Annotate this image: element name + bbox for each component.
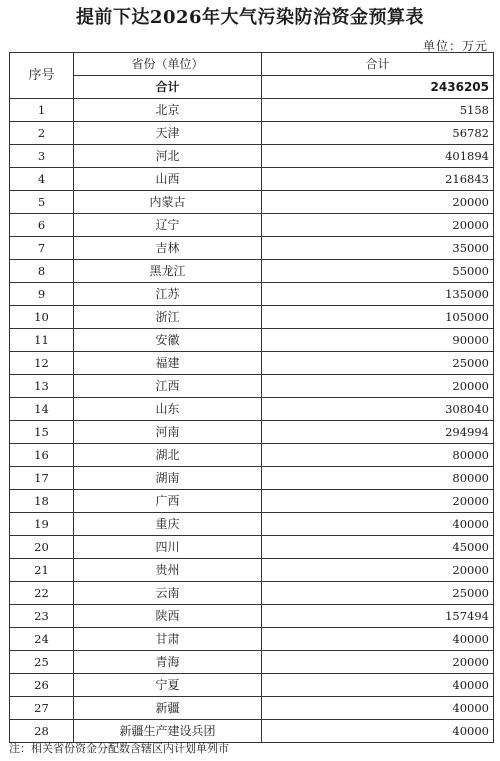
table-row <box>10 122 494 145</box>
row-amount: 40000 <box>262 674 494 697</box>
table-row <box>10 697 494 720</box>
row-province: 江苏 <box>74 283 262 306</box>
row-index: 11 <box>10 329 74 352</box>
row-index: 7 <box>10 237 74 260</box>
row-province: 湖南 <box>74 467 262 490</box>
row-province: 新疆 <box>74 697 262 720</box>
row-province: 吉林 <box>74 237 262 260</box>
row-amount: 45000 <box>262 536 494 559</box>
table-row <box>10 674 494 697</box>
row-index: 17 <box>10 467 74 490</box>
row-amount: 55000 <box>262 260 494 283</box>
row-index: 26 <box>10 674 74 697</box>
row-amount: 20000 <box>262 214 494 237</box>
row-province: 江西 <box>74 375 262 398</box>
row-amount: 216843 <box>262 168 494 191</box>
row-province: 陕西 <box>74 605 262 628</box>
row-province: 四川 <box>74 536 262 559</box>
row-province: 河北 <box>74 145 262 168</box>
row-province: 辽宁 <box>74 214 262 237</box>
table-row <box>10 375 494 398</box>
row-amount: 35000 <box>262 237 494 260</box>
row-province: 内蒙古 <box>74 191 262 214</box>
row-index: 18 <box>10 490 74 513</box>
row-index: 10 <box>10 306 74 329</box>
page-title: 提前下达2026年大气污染防治资金预算表 <box>75 7 425 28</box>
table-row <box>10 168 494 191</box>
row-amount: 20000 <box>262 651 494 674</box>
row-province: 北京 <box>74 99 262 122</box>
row-province: 山西 <box>74 168 262 191</box>
row-province: 青海 <box>74 651 262 674</box>
row-province: 云南 <box>74 582 262 605</box>
table-row <box>10 605 494 628</box>
table-row <box>10 191 494 214</box>
table-row <box>10 214 494 237</box>
row-index: 19 <box>10 513 74 536</box>
row-index: 6 <box>10 214 74 237</box>
row-province: 广西 <box>74 490 262 513</box>
row-province: 贵州 <box>74 559 262 582</box>
header-index: 序号 <box>10 53 74 99</box>
row-index: 8 <box>10 260 74 283</box>
row-province: 重庆 <box>74 513 262 536</box>
table-row <box>10 628 494 651</box>
row-index: 24 <box>10 628 74 651</box>
header-province: 省份（单位） <box>74 53 262 76</box>
unit-label: 单位：万元 <box>422 39 488 53</box>
table-row <box>10 306 494 329</box>
row-amount: 80000 <box>262 467 494 490</box>
row-index: 15 <box>10 421 74 444</box>
row-amount: 105000 <box>262 306 494 329</box>
row-province: 宁夏 <box>74 674 262 697</box>
row-amount: 20000 <box>262 375 494 398</box>
table-row <box>10 398 494 421</box>
table-row <box>10 145 494 168</box>
table-row <box>10 329 494 352</box>
table-row <box>10 352 494 375</box>
row-index: 4 <box>10 168 74 191</box>
row-amount: 401894 <box>262 145 494 168</box>
row-amount: 40000 <box>262 697 494 720</box>
row-amount: 25000 <box>262 582 494 605</box>
row-amount: 294994 <box>262 421 494 444</box>
row-index: 20 <box>10 536 74 559</box>
row-province: 河南 <box>74 421 262 444</box>
table-row <box>10 490 494 513</box>
row-index: 28 <box>10 720 74 743</box>
row-amount: 20000 <box>262 191 494 214</box>
row-index: 3 <box>10 145 74 168</box>
row-index: 5 <box>10 191 74 214</box>
row-province: 黑龙江 <box>74 260 262 283</box>
table-row <box>10 513 494 536</box>
row-province: 山东 <box>74 398 262 421</box>
table-body <box>10 99 494 743</box>
row-amount: 40000 <box>262 628 494 651</box>
row-amount: 80000 <box>262 444 494 467</box>
row-province: 甘肃 <box>74 628 262 651</box>
row-amount: 157494 <box>262 605 494 628</box>
header-amount: 合计 <box>262 53 494 76</box>
row-index: 21 <box>10 559 74 582</box>
row-amount: 25000 <box>262 352 494 375</box>
footnote: 注：相关省份资金分配数含辖区内计划单列市 <box>9 742 229 755</box>
row-amount: 90000 <box>262 329 494 352</box>
total-value: 2436205 <box>262 76 494 99</box>
row-index: 1 <box>10 99 74 122</box>
row-amount: 20000 <box>262 559 494 582</box>
table-row <box>10 651 494 674</box>
row-province: 湖北 <box>74 444 262 467</box>
row-amount: 40000 <box>262 720 494 743</box>
total-label: 合计 <box>74 76 262 99</box>
row-province: 浙江 <box>74 306 262 329</box>
row-province: 安徽 <box>74 329 262 352</box>
table-row <box>10 237 494 260</box>
table-row <box>10 582 494 605</box>
table-row <box>10 536 494 559</box>
row-amount: 56782 <box>262 122 494 145</box>
row-index: 9 <box>10 283 74 306</box>
row-index: 22 <box>10 582 74 605</box>
row-amount: 308040 <box>262 398 494 421</box>
row-province: 新疆生产建设兵团 <box>74 720 262 743</box>
table-row <box>10 467 494 490</box>
row-index: 27 <box>10 697 74 720</box>
budget-table <box>9 52 494 743</box>
row-amount: 40000 <box>262 513 494 536</box>
row-amount: 5158 <box>262 99 494 122</box>
row-index: 13 <box>10 375 74 398</box>
row-province: 天津 <box>74 122 262 145</box>
row-index: 12 <box>10 352 74 375</box>
row-index: 23 <box>10 605 74 628</box>
row-province: 福建 <box>74 352 262 375</box>
table-row <box>10 99 494 122</box>
row-index: 16 <box>10 444 74 467</box>
table-row <box>10 421 494 444</box>
row-index: 25 <box>10 651 74 674</box>
table-row <box>10 260 494 283</box>
row-amount: 135000 <box>262 283 494 306</box>
table-row <box>10 444 494 467</box>
row-amount: 20000 <box>262 490 494 513</box>
table-row <box>10 283 494 306</box>
row-index: 2 <box>10 122 74 145</box>
row-index: 14 <box>10 398 74 421</box>
table-row <box>10 559 494 582</box>
